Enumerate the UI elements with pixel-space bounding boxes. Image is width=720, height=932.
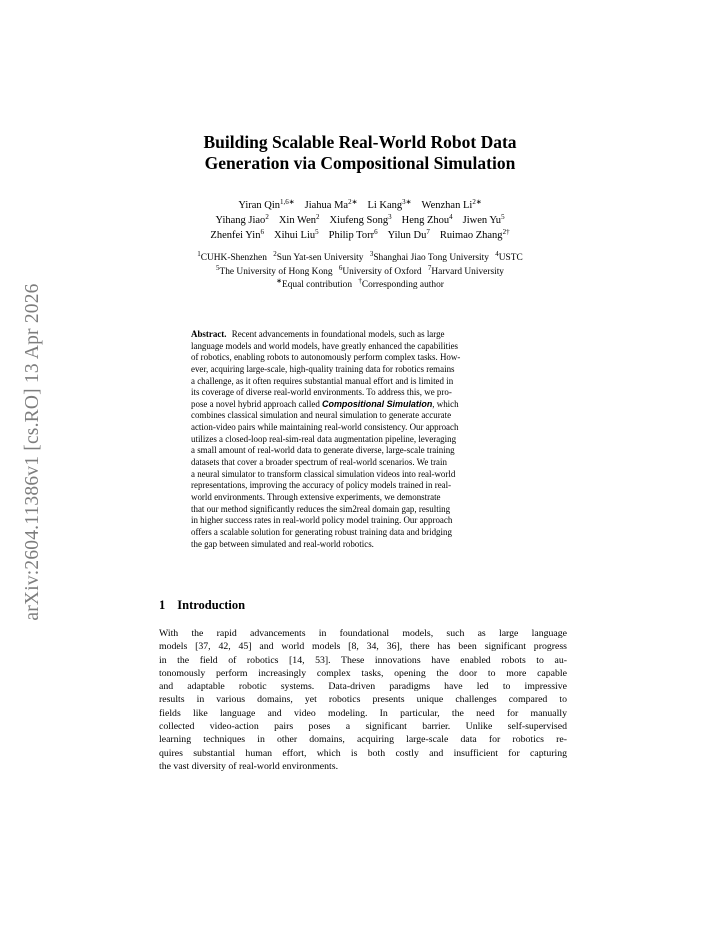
affiliation xyxy=(273,252,363,266)
affiliation xyxy=(358,279,444,293)
affiliation xyxy=(338,263,422,280)
affiliation-mark: 6 xyxy=(338,263,343,272)
author-row xyxy=(140,198,580,213)
author xyxy=(274,228,319,243)
author-affiliation-mark: 5 xyxy=(501,213,505,221)
author xyxy=(388,228,430,243)
affiliation-name: Shanghai Jiao Tong University xyxy=(373,253,489,263)
author-affiliation-mark: 3∗ xyxy=(402,198,412,206)
affiliation xyxy=(216,263,333,280)
abstract-line: action-video pairs while maintaining real-world consistency. Our approach xyxy=(191,422,459,433)
introduction-paragraph xyxy=(159,627,567,773)
affiliation-name: CUHK-Shenzhen xyxy=(200,253,267,263)
author xyxy=(215,213,268,228)
abstract-label: Abstract. xyxy=(191,329,227,339)
author xyxy=(305,198,358,213)
affiliation-row xyxy=(140,252,580,266)
paper-title xyxy=(110,132,610,174)
intro-line: collected video-action pairs poses a significant barrier. Unlike self-supervised xyxy=(159,721,567,733)
author-affiliation-mark: 2∗ xyxy=(472,198,482,206)
author-name: Ruimao Zhang xyxy=(439,230,503,241)
intro-line: With the rapid advancements in foundational models, such as large language xyxy=(159,628,567,639)
author xyxy=(440,228,510,243)
author-affiliation-mark: 7 xyxy=(426,228,430,236)
author-name: Jiwen Yu xyxy=(462,215,502,226)
author xyxy=(238,198,294,213)
author-affiliation-mark: 2 xyxy=(315,213,320,221)
section-title: Introduction xyxy=(177,598,246,612)
author xyxy=(329,228,378,243)
arxiv-identifier[interactable] xyxy=(21,258,43,646)
abstract-line: in higher success rates in real-world policy model training. Our approach xyxy=(191,515,453,526)
author xyxy=(422,198,482,213)
author-name: Zhenfei Yin xyxy=(210,230,261,241)
abstract-line: combines classical simulation and neural simulation to generate accurate xyxy=(191,410,452,421)
affiliation-name: USTC xyxy=(498,253,523,263)
affiliation-name: Equal contribution xyxy=(281,280,353,290)
abstract-line: a neural simulator to transform classical simulation videos into real-world xyxy=(191,468,456,479)
affiliation-mark: 7 xyxy=(427,263,432,272)
affiliation-name: Corresponding author xyxy=(361,280,444,290)
affiliation-list xyxy=(140,252,580,293)
author-name: Xiufeng Song xyxy=(329,215,389,226)
author xyxy=(329,213,391,228)
author-affiliation-mark: 6 xyxy=(260,228,264,236)
abstract-line: Abstract. Recent advancements in foundational models, such as large xyxy=(191,329,445,339)
abstract-line: language models and world models, have greatly enhanced the capabilities xyxy=(191,340,459,351)
intro-line: in the field of robotics [14, 53]. These innovations have enabled robots to au- xyxy=(159,654,567,666)
affiliation-mark: 4 xyxy=(495,250,499,258)
abstract-line: representations, improving the accuracy of policy models trained in real- xyxy=(191,480,452,491)
author-name: Xin Wen xyxy=(278,215,316,226)
intro-line: models [37, 42, 45] and world models [8, 34, 36], there has been significant progress xyxy=(159,641,567,653)
intro-line: quires substantial human effort, which is both costly and insufficient for capturing xyxy=(159,747,567,759)
author-row xyxy=(140,213,580,228)
author xyxy=(402,213,453,228)
author-name: Yiran Qin xyxy=(238,200,281,211)
abstract-line: pose a novel hybrid approach called Compositional Simulation, which xyxy=(191,398,459,409)
intro-line: the vast diversity of real-world environments. xyxy=(159,760,339,772)
author-affiliation-mark: 5 xyxy=(315,228,319,236)
abstract-line: its coverage of diverse real-world environments. To address this, we pro- xyxy=(191,387,452,398)
author-name: Yilun Du xyxy=(387,230,427,241)
abstract-line: a challenge, as it often requires substantial manual effort and is limited in xyxy=(191,375,454,386)
author-name: Jiahua Ma xyxy=(304,200,349,211)
abstract-line: a small amount of real-world data to generate diverse, large-scale training xyxy=(191,445,455,456)
author-name: Wenzhan Li xyxy=(421,200,473,211)
abstract-line: world environments. Through extensive experiments, we demonstrate xyxy=(191,491,441,502)
affiliation-name: Sun Yat-sen University xyxy=(276,253,364,263)
author-affiliation-mark: 4 xyxy=(449,213,453,221)
abstract-line: that our method significantly reduces the sim2real domain gap, resulting xyxy=(191,503,451,514)
affiliation xyxy=(197,252,267,266)
abstract-line: ever, acquiring large-scale, high-quality training data for robotics remains xyxy=(191,363,455,374)
author-affiliation-mark: 2 xyxy=(265,213,269,221)
intro-line: learning techniques in other domains, acquiring large-scale data for robotics re- xyxy=(159,734,567,746)
author-name: Yihang Jiao xyxy=(215,215,266,226)
author xyxy=(367,198,411,213)
abstract xyxy=(191,329,531,550)
paper-title-line-1: Building Scalable Real-World Robot Data xyxy=(203,132,517,152)
paper-title-line-2: Generation via Compositional Simulation xyxy=(204,153,516,173)
author-row xyxy=(140,228,580,243)
section-number: 1 xyxy=(159,598,166,612)
abstract-line: offers a scalable solution for generating robust training data and bridging xyxy=(191,526,452,537)
author-affiliation-mark: 2∗ xyxy=(348,198,358,206)
arxiv-identifier-text: arXiv:2604.11386v1 [cs.RO] 13 Apr 2026 xyxy=(21,283,43,621)
author xyxy=(279,213,320,228)
abstract-line: utilizes a closed-loop real-sim-real data augmentation pipeline, leveraging xyxy=(191,433,457,444)
affiliation xyxy=(427,263,504,280)
affiliation-mark: 3 xyxy=(369,250,374,258)
intro-line: fields like language and video modeling. In particular, the need for manually xyxy=(159,707,567,719)
author-name: Heng Zhou xyxy=(401,215,450,226)
author xyxy=(463,213,505,228)
affiliation xyxy=(495,252,522,266)
affiliation-name: The University of Hong Kong xyxy=(219,266,333,277)
abstract-line: of robotics, enabling robots to autonomously perform complex tasks. How- xyxy=(191,352,461,363)
affiliation-mark: ∗ xyxy=(276,277,282,285)
author-name: Xihui Liu xyxy=(273,230,316,241)
author-list xyxy=(140,198,580,243)
intro-line: and adaptable robotic systems. Data-driven paradigms have led to impressive xyxy=(159,681,567,693)
intro-line: results in various domains, yet robotics presents unique challenges compared to xyxy=(159,694,567,706)
affiliation xyxy=(276,279,352,293)
author-affiliation-mark: 3 xyxy=(388,213,392,221)
affiliation-mark: 1 xyxy=(197,250,201,258)
affiliation-name: University of Oxford xyxy=(342,266,422,277)
affiliation-row xyxy=(140,279,580,293)
abstract-line: the gap between simulated and real-world robotics. xyxy=(191,538,374,549)
emphasized-term: Compositional Simulation xyxy=(322,398,433,409)
affiliation-name: Harvard University xyxy=(431,266,504,277)
affiliation-mark: 5 xyxy=(216,263,220,272)
author-name: Philip Torr xyxy=(328,230,375,241)
author-name: Li Kang xyxy=(367,200,403,211)
author-affiliation-mark: 2† xyxy=(502,228,510,236)
intro-line: tonomously perform increasingly complex tasks, opening the door to more capable xyxy=(159,667,567,679)
affiliation-mark: † xyxy=(358,277,362,285)
author-affiliation-mark: 6 xyxy=(374,228,378,236)
abstract-line: datasets that cover a broader spectrum of real-world scenarios. We train xyxy=(191,457,447,468)
author-affiliation-mark: 1,6∗ xyxy=(280,198,295,206)
section-heading xyxy=(159,598,245,613)
affiliation-mark: 2 xyxy=(273,250,277,258)
author xyxy=(210,228,264,243)
